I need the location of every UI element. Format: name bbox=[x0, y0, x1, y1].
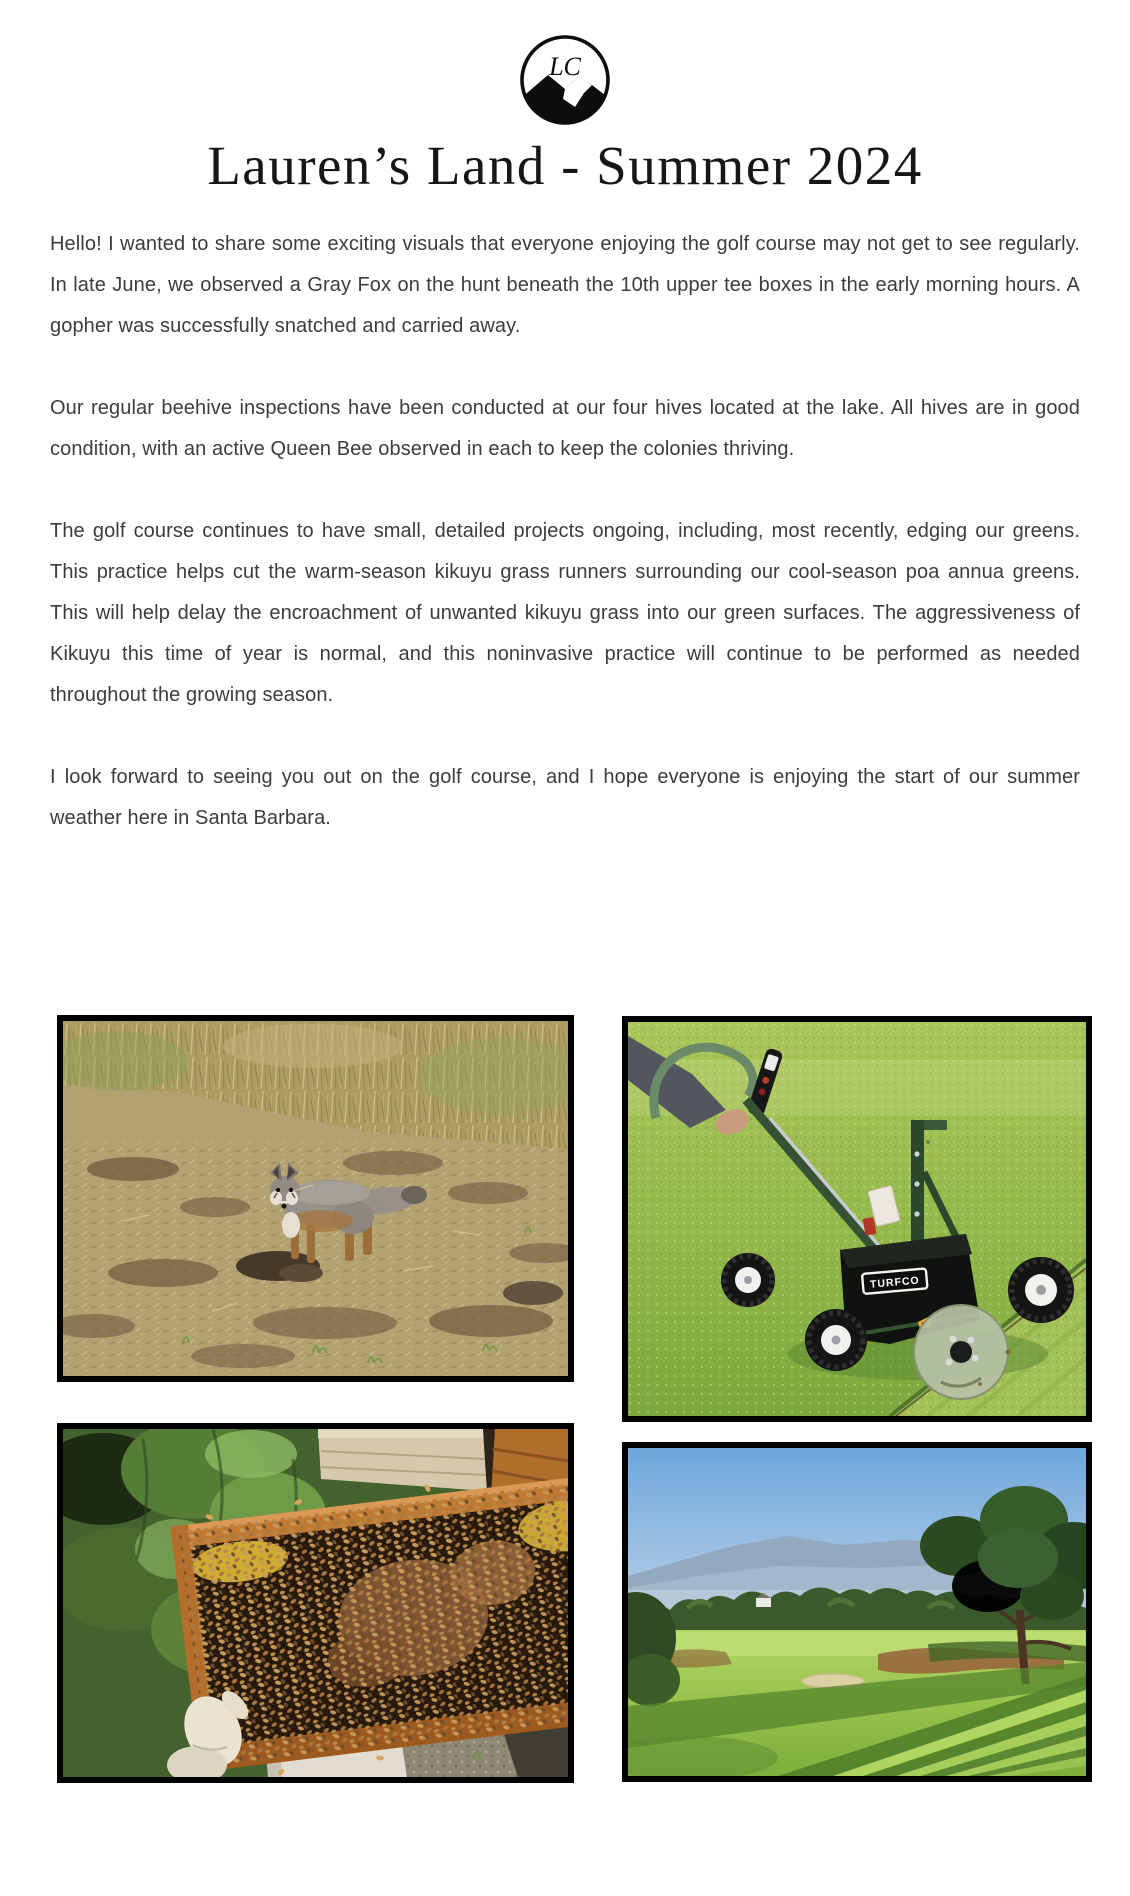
golf-course-illustration bbox=[628, 1448, 1086, 1776]
turfco-edger-photo bbox=[622, 1016, 1092, 1422]
disc-blade bbox=[914, 1305, 1008, 1399]
newsletter-body bbox=[50, 224, 1080, 839]
paragraph-fox: Hello! I wanted to share some exciting visuals that everyone enjoying the golf course may not get to see regularly. In late June, we observed a Gray Fox on the hunt beneath the 10th upper tee boxes in the early morning hours. A gopher was successfully snatched and carried away. bbox=[50, 233, 1080, 337]
rear-left-wheel bbox=[721, 1253, 775, 1307]
gray-fox-illustration bbox=[63, 1021, 568, 1376]
gray-fox-photo bbox=[57, 1015, 574, 1382]
paragraph-edging: The golf course continues to have small, detailed projects ongoing, including, most recently, edging our greens. This practice helps cut the warm-season kikuyu grass runners surrounding our cool-season poa annua greens. This will help delay the encroachment of unwanted kikuyu grass into our green surfaces. The aggressiveness of Kikuyu this time of year is normal, and this noninvasive practice will continue to be performed as needed throughout the growing season. bbox=[50, 520, 1080, 706]
page-title: Lauren’s Land - Summer 2024 bbox=[207, 135, 923, 196]
edger-illustration bbox=[628, 1022, 1086, 1416]
logo-monogram: LC bbox=[549, 52, 581, 81]
golf-course-photo bbox=[622, 1442, 1092, 1782]
beehive-frame-photo bbox=[57, 1423, 574, 1783]
machine-label: TURFCO bbox=[869, 1274, 921, 1291]
photo-gallery bbox=[0, 1015, 1130, 1892]
beehive-illustration bbox=[63, 1429, 568, 1777]
lc-mountain-logo bbox=[518, 33, 612, 127]
right-wheel bbox=[1008, 1257, 1074, 1323]
paragraph-beehives: Our regular beehive inspections have been conducted at our four hives located at the lake. All hives are in good condition, with an active Queen Bee observed in each to keep the colonies thriving. bbox=[50, 397, 1080, 460]
front-left-wheel bbox=[805, 1309, 867, 1371]
paragraph-closing: I look forward to seeing you out on the golf course, and I hope everyone is enjoying the start of our summer weather here in Santa Barbara. bbox=[50, 766, 1080, 829]
